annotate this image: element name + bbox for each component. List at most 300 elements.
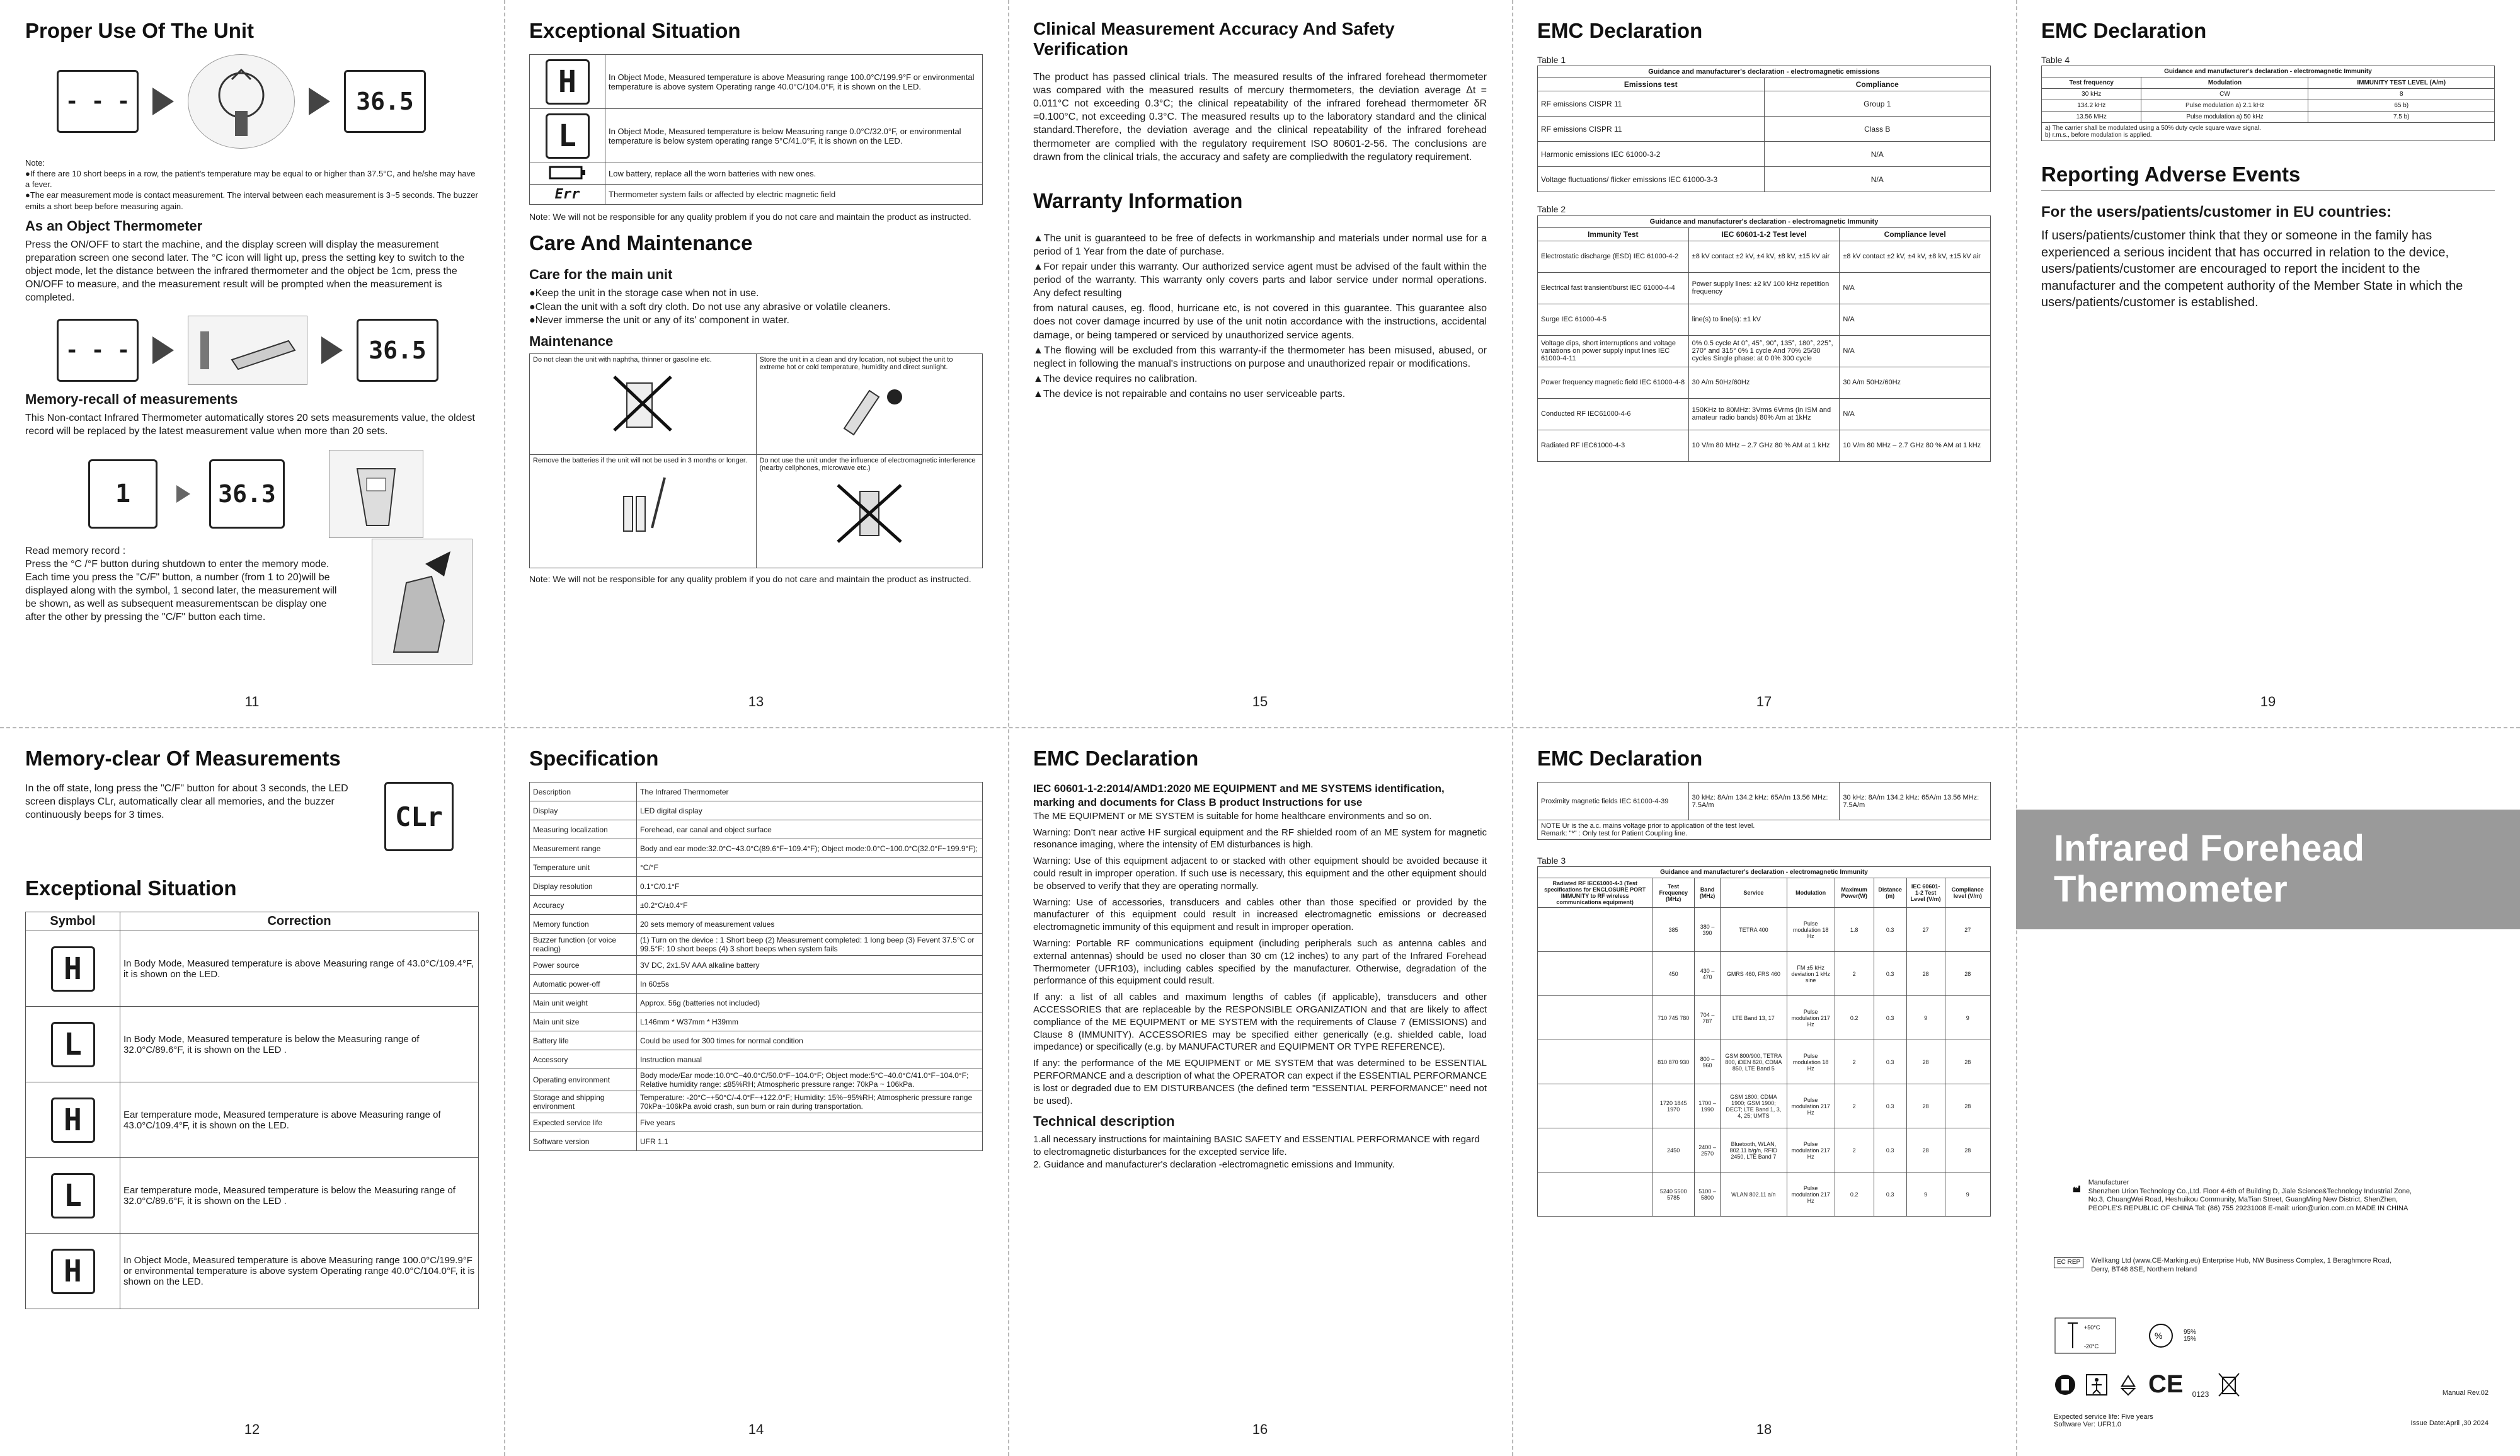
column-header: Test frequency [2042, 77, 2141, 89]
table-cell: 9 [1906, 1172, 1945, 1217]
table-row [26, 1007, 479, 1082]
table-cell: 0.2 [1835, 1172, 1874, 1217]
type-bf-icon [2085, 1373, 2108, 1396]
test-name: Voltage dips, short interruptions and voltage variations on power supply input lines IEC 61000-4-11 [1538, 335, 1689, 367]
table-cell: 5240 5500 5785 [1652, 1172, 1695, 1217]
body-text: The product has passed clinical trials. The measured results of the infrared forehead thermometer was compared with the measured results of mercury thermometers, the deviation average Δt = 0.011°C not exceeding 0.3°C; the clinical repeatability of the infrared forehead thermometer δR =0.100°C, not exceeding 0.3°C. The measured results up to the laboratory standard and the clinical standard.Therefore, the deviation average and the clinical repeatability of the infrared forehead thermometer are complied with the regulatory requirement ISO 80601-2-56. The conclusions are drawn from the clinical trials, the accuracy and safety are compliedwith the regulatory requirement. [1033, 72, 1487, 163]
spec-label: Buzzer function (or voice reading) [530, 934, 637, 956]
table-note: a) The carrier shall be modulated using a 50% duty cycle square wave signal. [2045, 125, 2261, 132]
compliance-value: N/A [1764, 142, 1991, 167]
column-header: Maximum Power(W) [1835, 878, 1874, 908]
page-title: EMC Declaration [1033, 747, 1199, 770]
table-cell: 1.8 [1835, 908, 1874, 952]
ec-rep-block [2054, 1257, 2407, 1275]
table-cell: 28 [1945, 1128, 1990, 1172]
test-name: Voltage fluctuations/ flicker emissions IEC 61000-3-3 [1538, 167, 1765, 192]
table-cell: 0.3 [1874, 1084, 1906, 1128]
test-level: ±8 kV contact ±2 kV, ±4 kV, ±8 kV, ±15 kV air [1688, 241, 1840, 272]
table-cell: 380 – 390 [1695, 908, 1721, 952]
table-row [530, 820, 983, 839]
manufacturer-label: Manufacturer [2088, 1179, 2129, 1186]
table-label: Table 3 [1537, 856, 1566, 866]
spec-label: Software version [530, 1132, 637, 1151]
compliance-value: Class B [1764, 117, 1991, 142]
spec-value: Approx. 56g (batteries not included) [637, 994, 983, 1012]
table-cell: 2 [1835, 1084, 1874, 1128]
warranty-item: ▲For repair under this warranty. Our authorized service agent must be advised of the fault within the period of the warranty. This warranty only covers parts and labor service under normal operations. Any defect resulting [1033, 261, 1487, 299]
correction-cell: Thermometer system fails or affected by electric magnetic field [605, 185, 983, 205]
notified-body-number: 0123 [2192, 1390, 2209, 1399]
test-name: Surge IEC 61000-4-5 [1538, 304, 1689, 335]
table-cell: 9 [1945, 1172, 1990, 1217]
column-header: Distance (m) [1874, 878, 1906, 908]
arrow-right-icon [152, 336, 174, 364]
symbol-cell [530, 109, 605, 163]
test-name: Radiated RF IEC61000-4-3 [1538, 430, 1689, 461]
table-note: b) r.m.s., before modulation is applied. [2045, 132, 2152, 139]
spec-label: Description [530, 782, 637, 801]
table-cell: LTE Band 13, 17 [1721, 996, 1787, 1040]
spec-label: Measuring localization [530, 820, 637, 839]
page-title: Memory-clear Of Measurements [25, 747, 341, 770]
lcd-symbol [51, 1022, 95, 1067]
compliance-value: Group 1 [1764, 91, 1991, 117]
symbol-glyph: H [64, 1253, 82, 1289]
table-row [530, 956, 983, 975]
page-title: Exceptional Situation [529, 19, 741, 42]
correction-cell: In Body Mode, Measured temperature is below the Measuring range of 32.0°C/89.6°F, it is shown on the LED . [120, 1007, 479, 1082]
body-text: If users/patients/customer think that they or someone in the family has experienced a serious incident that has occurred in relation to the device, users/patients/customer are encouraged to report the incident to the manufacturer and the competent authority of the Member State in which the users/patients/customer is established. [2041, 229, 2463, 310]
column-header: Immunity Test [1538, 227, 1689, 241]
spec-label: Accuracy [530, 896, 637, 915]
table-cell: 2 [1835, 952, 1874, 996]
test-name: Power frequency magnetic field IEC 61000-4-8 [1538, 367, 1689, 398]
table-row [2042, 112, 2495, 123]
table-cell: 28 [1906, 1128, 1945, 1172]
symbol-cell [26, 1007, 120, 1082]
spec-label: Operating environment [530, 1069, 637, 1091]
table-cell: GMRS 460, FRS 460 [1721, 952, 1787, 996]
service-info [2054, 1413, 2153, 1428]
lcd-display: 1 [88, 459, 158, 529]
page-number: 17 [1756, 694, 1772, 709]
spec-value: (1) Turn on the device : 1 Short beep (2) Measurement completed: 1 long beep (3) Fevent 37.5°C or 99.5°F: 10 short beeps (4) 3 short beeps when system fails [637, 934, 983, 956]
correction-cell: Ear temperature mode, Measured temperature is below the Measuring range of 32.0°C/89.6°F, it is shown on the LED . [120, 1158, 479, 1234]
test-level: 10 V/m 80 MHz – 2.7 GHz 80 % AM at 1 kHz [1688, 430, 1840, 461]
humidity-min: 15% [2184, 1336, 2197, 1343]
page-18 [1512, 728, 2016, 1455]
note-text: ●The ear measurement mode is contact measurement. The interval between each measurement is 3~5 seconds. The buzzer emits a short beep before measuring again. [25, 190, 478, 211]
table-cell: 27 [1906, 908, 1945, 952]
ec-rep-label: EC REP [2054, 1257, 2083, 1268]
test-level: Power supply lines: ±2 kV 100 kHz repetition frequency [1688, 272, 1840, 304]
table-cell: 9 [1906, 996, 1945, 1040]
maintenance-table [529, 353, 983, 568]
table-cell [1538, 1040, 1652, 1084]
table-cell: 28 [1906, 952, 1945, 996]
table-cell: 9 [1945, 996, 1990, 1040]
correction-cell: In Object Mode, Measured temperature is below Measuring range 0.0°C/32.0°F, or environmental temperature is below system operating range 5°C/41.0°F, it is shown on the LED. [605, 109, 983, 163]
table-row [1538, 304, 1991, 335]
table-cell: GSM 1800; CDMA 1900; GSM 1900; DECT; LTE Band 1, 3, 4, 25; UMTS [1721, 1084, 1787, 1128]
page-15 [1008, 0, 1512, 728]
column-header: IEC 60601-1-2 Test Level (V/m) [1906, 878, 1945, 908]
no-solvent-icon [533, 367, 753, 437]
symbol-cell [530, 163, 605, 185]
table-cell: CW [2141, 89, 2308, 100]
immunity-table-4 [2041, 66, 2495, 141]
svg-text:%: % [2155, 1331, 2163, 1341]
table-row [530, 801, 983, 820]
table-row [1538, 1084, 1991, 1128]
note-text: Note: We will not be responsible for any quality problem if you do not care and maintain the product as instructed. [529, 573, 971, 584]
warranty-item: ▲The device is not repairable and contains no user serviceable parts. [1033, 388, 1346, 399]
spec-value: Five years [637, 1113, 983, 1132]
symbol-glyph: H [64, 1102, 82, 1138]
spec-label: Temperature unit [530, 858, 637, 877]
section-heading: Care for the main unit [529, 267, 673, 283]
arrow-right-icon [176, 485, 190, 503]
service-life: Expected service life: Five years [2054, 1413, 2153, 1421]
manufacturer-text: Shenzhen Urion Technology Co.,Ltd. Floor 4-6th of Building D, Jiale Science&Technology Industrial Zone, No.3, ChuangWei Road, Heshuikou Community, MaTian Street, GuangMing New District, ShenZhen, PEOPLE'S REPUBLIC OF CHINA Tel: (86) 755 29231008 E-mail: urion@urion.com.cn MADE IN CHINA [2088, 1187, 2412, 1213]
table-cell: Pulse modulation a) 50 kHz [2141, 112, 2308, 123]
note-block [25, 158, 479, 212]
table-title: Guidance and manufacturer's declaration - electromagnetic Immunity [1538, 867, 1991, 878]
table-row [530, 1012, 983, 1031]
spec-value: LED digital display [637, 801, 983, 820]
table-note: NOTE Ur is the a.c. mains voltage prior to application of the test level. [1541, 822, 1755, 830]
page-17 [1512, 0, 2016, 728]
page-title: Specification [529, 747, 659, 770]
test-level: N/A [1840, 304, 1991, 335]
spec-label: Battery life [530, 1031, 637, 1050]
lcd-display: CLr [384, 782, 454, 851]
spec-value: Body mode/Ear mode:10.0°C~40.0°C/50.0°F~104.0°F; Object mode:5°C~40.0°C/41.0°F~104.0°F; Relative humidity range: ≤85%RH; Atmospheric pressure range: 70kPa ~ 106kPa. [637, 1069, 983, 1091]
spec-value: ±0.2°C/±0.4°F [637, 896, 983, 915]
certification-symbols [2054, 1370, 2240, 1399]
spec-value: Temperature: -20°C~+50°C/-4.0°F~+122.0°F; Humidity: 15%~95%RH; Atmospheric pressure range 70kPa~106kPa avoid crash, sun burn or rain during transportation. [637, 1091, 983, 1113]
table-row [530, 1091, 983, 1113]
table-cell: TETRA 400 [1721, 908, 1787, 952]
spec-value: 0.1°C/0.1°F [637, 877, 983, 896]
emissions-table [1537, 66, 1991, 192]
table-cell: 13.56 MHz [2042, 112, 2141, 123]
temperature-limit-icon [2054, 1317, 2117, 1355]
warning-text: Warning: Use of accessories, transducers and cables other than those specified or provided by the manufacturer of this equipment could result in increased electromagnetic emissions or decreased electromagnetic immunity of this equipment and result in improper operation. [1033, 897, 1487, 933]
arrow-right-icon [309, 88, 330, 115]
warranty-item: ▲The unit is guaranteed to be free of defects in workmanship and materials under normal use for a period of 1 Year from the date of purchase. [1033, 232, 1487, 257]
table-cell: Pulse modulation a) 2.1 kHz [2141, 100, 2308, 112]
spec-label: Memory function [530, 915, 637, 934]
body-text: ●Keep the unit in the storage case when not in use. [529, 288, 759, 299]
test-level: 30 A/m 50Hz/60Hz [1840, 367, 1991, 398]
table-row [1538, 1128, 1991, 1172]
page-14 [504, 728, 1008, 1455]
table-row [1538, 952, 1991, 996]
table-row [1538, 117, 1991, 142]
table-cell: 810 870 930 [1652, 1040, 1695, 1084]
section-title: Exceptional Situation [25, 876, 237, 900]
symbol-glyph: L [64, 1026, 82, 1062]
table-cell: 2450 [1652, 1128, 1695, 1172]
hand-press-illustration [372, 539, 472, 665]
spec-label: Display [530, 801, 637, 820]
maintenance-text: Remove the batteries if the unit will not be used in 3 months or longer. [533, 456, 747, 464]
body-text: If any: the performance of the ME EQUIPMENT or ME SYSTEM that was determined to be ESSENTIAL PERFORMANCE and a description of what the OPERATOR can expect if the ESSENTIAL PERFORMANCE is lost or degraded due to EM DISTURBANCES (the defined term "ESSENTIAL PERFORMANCE" need not be used). [1033, 1058, 1487, 1106]
back-cover [2016, 728, 2520, 1455]
page-number: 12 [244, 1421, 260, 1437]
test-name: RF emissions CISPR 11 [1538, 91, 1765, 117]
lcd-symbol [51, 946, 95, 992]
symbol-glyph: L [558, 118, 576, 154]
maintenance-text: Do not use the unit under the influence of electromagnetic interference (nearby cellphones, microwave etc.) [759, 456, 976, 472]
table-row [530, 975, 983, 994]
symbol-glyph: H [64, 951, 82, 987]
lcd-symbol [546, 113, 590, 159]
table-row [26, 1158, 479, 1234]
maintenance-text: Do not clean the unit with naphtha, thinner or gasoline etc. [533, 355, 712, 364]
immunity-table [1537, 215, 1991, 462]
spec-value: 20 sets memory of measurement values [637, 915, 983, 934]
correction-cell: In Object Mode, Measured temperature is above Measuring range 100.0°C/199.9°F or environmental temperature is above system Operating range 40.0°C/104.0°F, it is shown on the LED. [120, 1234, 479, 1309]
table-row [530, 1132, 983, 1151]
test-level: 0% 0.5 cycle At 0°, 45°, 90°, 135°, 180°, 225°, 270° and 315° 0% 1 cycle And 70% 25/30 cycles Single phase: at 0 0% 300 cycle [1688, 335, 1840, 367]
table-cell: Pulse modulation 217 Hz [1787, 1128, 1835, 1172]
column-header: Test Frequency (MHz) [1652, 878, 1695, 908]
storage-symbols [2054, 1317, 2196, 1355]
warranty-item: ▲The flowing will be excluded from this warranty-if the thermometer has been misused, abused, or neglect in following the manual's instructions on purpose and unauthorized repair or modifications. [1033, 345, 1487, 369]
spec-label: Expected service life [530, 1113, 637, 1132]
column-header: Compliance level [1840, 227, 1991, 241]
table-row [1538, 241, 1991, 272]
column-header: Service [1721, 878, 1787, 908]
page-number: 16 [1252, 1421, 1268, 1437]
page-title: EMC Declaration [1537, 747, 1703, 770]
test-name: Electrical fast transient/burst IEC 61000-4-4 [1538, 272, 1689, 304]
table-row [1538, 398, 1991, 430]
spec-value: 3V DC, 2x1.5V AAA alkaline battery [637, 956, 983, 975]
table-cell: 0.3 [1874, 908, 1906, 952]
table-cell: Bluetooth, WLAN, 802.11 b/g/n, RFID 2450, LTE Band 7 [1721, 1128, 1787, 1172]
correction-cell: In Body Mode, Measured temperature is above Measuring range of 43.0°C/109.4°F, it is shown on the LED. [120, 931, 479, 1007]
table-cell: 1700 – 1990 [1695, 1084, 1721, 1128]
table-cell [1538, 1172, 1652, 1217]
correction-cell: In Object Mode, Measured temperature is above Measuring range 100.0°C/199.9°F or environmental temperature is above system Operating range 40.0°C/104.0°F, it is shown on the LED. [605, 55, 983, 109]
lcd-display: 36.5 [344, 70, 426, 133]
table-cell: GSM 800/900, TETRA 800, iDEN 820, CDMA 850, LTE Band 5 [1721, 1040, 1787, 1084]
spec-label: Display resolution [530, 877, 637, 896]
revision-info [2410, 1389, 2488, 1427]
table-row [1538, 430, 1991, 461]
no-interference-icon [760, 476, 980, 551]
table-cell: 28 [1945, 1084, 1990, 1128]
table-cell: 0.3 [1874, 1128, 1906, 1172]
ce-mark: CE [2148, 1370, 2184, 1398]
column-header: Emissions test [1538, 78, 1765, 91]
body-text: Read memory record : [25, 545, 126, 556]
test-level: N/A [1840, 335, 1991, 367]
body-text: Press the ON/OFF to start the machine, and the display screen will display the measurement preparation screen one second later. The °C icon will light up, press the setting key to switch to the object mode, let the distance between the infrared thermometer and the object be 1cm, press the ON/OFF to measure, and the measurement result will be prompted when the measurement is completed. [25, 239, 465, 304]
table-cell: 800 – 960 [1695, 1040, 1721, 1084]
symbol-cell [26, 1082, 120, 1158]
arrow-right-icon [321, 336, 343, 364]
table-cell: 30 kHz: 8A/m 134.2 kHz: 65A/m 13.56 MHz: 7.5A/m [1688, 782, 1840, 820]
body-text: In the off state, long press the "C/F" button for about 3 seconds, the LED screen displays CLr, automatically clear all memories, and the buzzer continuously beeps for 3 times. [25, 783, 348, 821]
table-cell: 0.3 [1874, 996, 1906, 1040]
test-level: line(s) to line(s): ±1 kV [1688, 304, 1840, 335]
spec-value: Forehead, ear canal and object surface [637, 820, 983, 839]
test-level: ±8 kV contact ±2 kV, ±4 kV, ±8 kV, ±15 kV air [1840, 241, 1991, 272]
software-version: Software Ver: UFR1.0 [2054, 1421, 2121, 1428]
table-row [1538, 1172, 1991, 1217]
section-heading: Memory-recall of measurements [25, 391, 238, 408]
manufacturer-icon [2073, 1178, 2081, 1200]
table-row [26, 1234, 479, 1309]
memory-illustration [88, 450, 479, 538]
test-level: N/A [1840, 272, 1991, 304]
page-12 [0, 728, 504, 1455]
humidity-icon [2142, 1317, 2180, 1355]
table-row [1538, 996, 1991, 1040]
body-text: If any: a list of all cables and maximum lengths of cables (if applicable), transducers and other ACCESSORIES that are replaceable by the RESPONSIBLE ORGANIZATION and that are likely to affect compliance of the ME EQUIPMENT or ME SYSTEM with the requirements of Clause 7 (EMISSIONS) and Clause 8 (IMMUNITY). ACCESSORIES may be specified either generically (e.g. shielded cable, load impedance) or specifically (e.g. by MANUFACTURER and EQUIPMENT OR TYPE REFERENCE). [1033, 992, 1487, 1053]
body-text: This Non-contact Infrared Thermometer automatically stores 20 sets measurements value, the oldest record will be replaced by the latest measurement value when more than 20 sets. [25, 413, 475, 437]
symbol-glyph: H [558, 64, 576, 100]
table-cell: Pulse modulation 217 Hz [1787, 996, 1835, 1040]
symbol-cell [530, 55, 605, 109]
lcd-display: 36.5 [357, 319, 438, 382]
column-header: Correction [120, 912, 479, 931]
table-row [1538, 782, 1991, 820]
table-cell: 450 [1652, 952, 1695, 996]
page-number: 11 [244, 694, 260, 709]
table-row [1538, 167, 1991, 192]
correction-cell: Ear temperature mode, Measured temperature is above Measuring range of 43.0°C/109.4°F, it is shown on the LED. [120, 1082, 479, 1158]
consult-instructions-icon [2054, 1373, 2076, 1396]
body-text: 2. Guidance and manufacturer's declaration -electromagnetic emissions and Immunity. [1033, 1159, 1395, 1170]
svg-text:+50°C: +50°C [2084, 1324, 2100, 1331]
warning-text: Warning: Don't near active HF surgical equipment and the RF shielded room of an ME system for magnetic resonance imaging, where the intensity of EM disturbances is high. [1033, 827, 1487, 851]
column-header: IMMUNITY TEST LEVEL (A/m) [2308, 77, 2495, 89]
test-level: 30 A/m 50Hz/60Hz [1688, 367, 1840, 398]
table-cell [1538, 952, 1652, 996]
table-title: Guidance and manufacturer's declaration - electromagnetic emissions [1538, 66, 1991, 78]
spec-label: Storage and shipping environment [530, 1091, 637, 1113]
table-row [530, 896, 983, 915]
forehead-measure-illustration [188, 54, 295, 149]
spec-value: Body and ear mode:32.0°C~43.0°C(89.6°F~109.4°F); Object mode:0.0°C~100.0°C(32.0°F~199.9°F); [637, 839, 983, 858]
column-header: Radiated RF IEC61000-4-3 (Test specifications for ENCLOSURE PORT IMMUNITY to RF wireless communications equipment) [1538, 878, 1652, 908]
table-row [530, 934, 983, 956]
table-cell: 30 kHz [2042, 89, 2141, 100]
table-cell: Pulse modulation 217 Hz [1787, 1084, 1835, 1128]
exception-table [25, 912, 479, 1309]
table-label: Table 2 [1537, 204, 1566, 215]
test-name: RF emissions CISPR 11 [1538, 117, 1765, 142]
storage-icon [760, 375, 980, 444]
lcd-symbol [51, 1173, 95, 1218]
symbol-cell [530, 185, 605, 205]
spec-value: The Infrared Thermometer [637, 782, 983, 801]
spec-value: Instruction manual [637, 1050, 983, 1069]
test-level: N/A [1840, 398, 1991, 430]
usage-illustration [57, 54, 479, 149]
table-cell: 27 [1945, 908, 1990, 952]
spec-value: UFR 1.1 [637, 1132, 983, 1151]
manufacturer-block [2073, 1178, 2426, 1213]
section-heading: Maintenance [529, 333, 614, 349]
compliance-value: N/A [1764, 167, 1991, 192]
page-11 [0, 0, 504, 728]
page-title: EMC Declaration [2041, 19, 2207, 42]
table-row [1538, 335, 1991, 367]
table-cell: 385 [1652, 908, 1695, 952]
column-header: IEC 60601-1-2 Test level [1688, 227, 1840, 241]
body-text: The ME EQUIPMENT or ME SYSTEM is suitable for home healthcare environments and so on. [1033, 810, 1432, 822]
thermometer-illustration [329, 450, 423, 538]
warranty-item: from natural causes, eg. flood, hurricane etc, is not covered in this guarantee. This guarantee also does not cover damage incurred by use of the unit notin accordance with the instructions, accidental damage, or being tampered or serviced by unauthorized service agents. [1033, 303, 1487, 341]
table-row [1538, 91, 1991, 117]
humidity-limit [2142, 1317, 2196, 1355]
test-name: Harmonic emissions IEC 61000-3-2 [1538, 142, 1765, 167]
body-text: ●Clean the unit with a soft dry cloth. Do not use any abrasive or volatile cleaners. [529, 301, 891, 312]
spec-label: Measurement range [530, 839, 637, 858]
error-symbol: Err [554, 186, 580, 202]
table-cell: 710 745 780 [1652, 996, 1695, 1040]
table-cell: 28 [1945, 952, 1990, 996]
section-heading: For the users/patients/customer in EU countries: [2041, 203, 2392, 221]
table-label: Table 4 [2041, 55, 2070, 65]
exception-table [529, 54, 983, 205]
lcd-symbol [51, 1098, 95, 1143]
manual-revision: Manual Rev.02 [2442, 1389, 2488, 1397]
page-16 [1008, 728, 1512, 1455]
page-title: Proper Use Of The Unit [25, 19, 255, 42]
body-text: 1.all necessary instructions for maintaining BASIC SAFETY and ESSENTIAL PERFORMANCE with regard to electromagnetic disturbances for the excepted service life. [1033, 1134, 1480, 1158]
symbol-cell [26, 1234, 120, 1309]
table-cell: 30 kHz: 8A/m 134.2 kHz: 65A/m 13.56 MHz: 7.5A/m [1840, 782, 1991, 820]
table-cell: WLAN 802.11 a/n [1721, 1172, 1787, 1217]
table-row [530, 109, 983, 163]
page-number: 18 [1756, 1421, 1772, 1437]
page-number: 15 [1252, 694, 1268, 709]
table-cell: 0.3 [1874, 1040, 1906, 1084]
table-cell: 1720 1845 1970 [1652, 1084, 1695, 1128]
table-row [1538, 1040, 1991, 1084]
table-cell [1538, 1084, 1652, 1128]
table-row [530, 185, 983, 205]
svg-text:-20°C: -20°C [2084, 1343, 2099, 1350]
table-row [530, 915, 983, 934]
ec-rep-text: Wellkang Ltd (www.CE-Marking.eu) Enterprise Hub, NW Business Complex, 1 Beraghmore Road, Derry, BT48 8SE, Northern Ireland [2091, 1257, 2391, 1273]
table-label: Table 1 [1537, 55, 1566, 65]
table-cell: FM ±5 kHz deviation 1 kHz sine [1787, 952, 1835, 996]
lcd-symbol [546, 59, 590, 105]
table-note: Remark: "*" : Only test for Patient Coupling line. [1541, 830, 1688, 837]
weee-bin-icon [2218, 1372, 2240, 1397]
table-cell [1538, 996, 1652, 1040]
body-text: Press the °C /°F button during shutdown to enter the memory mode. Each time you press the "C/F" button, a number (from 1 to 20)will be displayed along with the symbol, 1 second later, the measurement will be shown, as well as subsequent measurementscan be display one after the other by pressing the "C/F" button each time. [25, 558, 337, 623]
table-cell: Pulse modulation 18 Hz [1787, 1040, 1835, 1084]
table-cell: 65 b) [2308, 100, 2495, 112]
rf-immunity-table [1537, 866, 1991, 1217]
table-row [26, 931, 479, 1007]
page-13 [504, 0, 1008, 728]
table-row [2042, 89, 2495, 100]
page-number: 14 [748, 1421, 764, 1437]
low-battery-icon [549, 165, 587, 180]
table-cell [1538, 908, 1652, 952]
page-title: Clinical Measurement Accuracy And Safety Verification [1033, 19, 1395, 59]
